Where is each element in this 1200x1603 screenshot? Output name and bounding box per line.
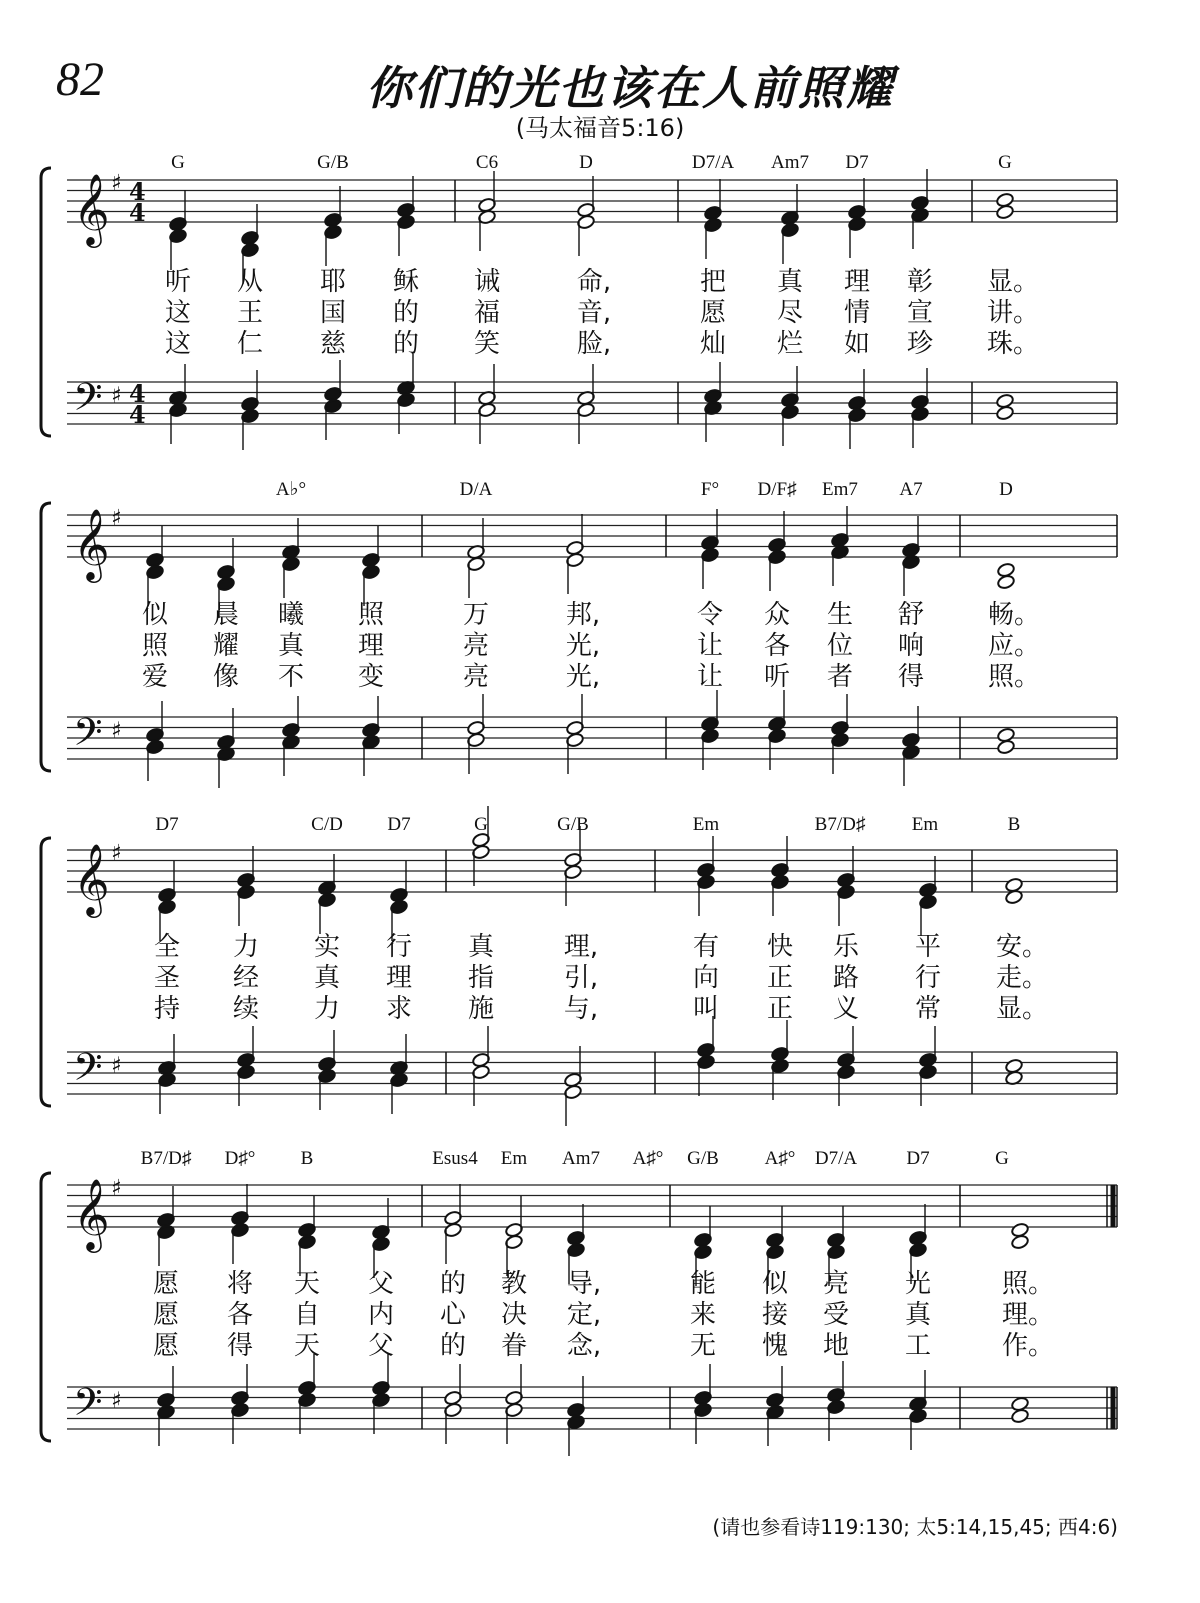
lyric-syllable: 念, [566, 1331, 602, 1361]
lyric-syllable: 真 [904, 1300, 932, 1330]
lyric-syllable: 天 [293, 1331, 321, 1361]
chord-symbol: B [300, 1148, 314, 1169]
lyric-syllable: 邦, [565, 600, 601, 630]
bass-note [1011, 1408, 1030, 1424]
lyric-syllable: 命, [576, 267, 612, 297]
chord-symbol: Em [500, 1148, 528, 1169]
lyric-syllable: 愿 [152, 1331, 180, 1361]
footer-references: (请也参看诗119:130; 太5:14,15,45; 西4:6) [712, 1515, 1118, 1539]
system-3 [41, 806, 1117, 1126]
lyric-syllable: 与, [563, 994, 599, 1024]
system-bracket [41, 168, 51, 436]
lyric-syllable: 向 [692, 963, 720, 993]
lyric-syllable: 无 [689, 1331, 717, 1361]
lyric-syllable: 爱 [141, 662, 169, 692]
lyric-syllable: 得 [226, 1331, 254, 1361]
chord-symbol: D♯° [224, 1148, 256, 1169]
lyric-syllable: 把 [699, 267, 727, 297]
system-4 [41, 1148, 1117, 1456]
chord-symbol: G/B [687, 1148, 719, 1169]
lyric-syllable: 得 [897, 662, 925, 692]
lyric-syllable: 不 [277, 662, 305, 692]
treble-clef-icon: 𝄞 [73, 1177, 110, 1250]
key-sharp-icon: ♯ [111, 171, 122, 196]
lyric-syllable: 变 [357, 662, 385, 692]
lyric-syllable: 叫 [692, 994, 720, 1024]
lyric-syllable: 走。 [995, 963, 1049, 993]
lyric-syllable: 如 [843, 329, 871, 359]
lyric-syllable: 力 [232, 932, 260, 962]
lyric-syllable: 指 [467, 963, 495, 993]
chord-symbol: G [995, 1148, 1009, 1169]
lyric-syllable: 施 [467, 994, 495, 1024]
lyric-syllable: 照 [357, 600, 385, 630]
chord-symbol: B7/D♯ [814, 814, 866, 835]
system-bracket [41, 503, 51, 771]
lyric-syllable: 烂 [776, 329, 804, 359]
lyric-syllable: 内 [367, 1300, 395, 1330]
treble-clef-icon: 𝄞 [73, 842, 110, 915]
lyric-syllable: 真 [467, 932, 495, 962]
lyric-syllable: 行 [385, 932, 413, 962]
lyric-syllable: 诫 [473, 267, 501, 297]
lyric-syllable: 圣 [153, 963, 181, 993]
lyric-syllable: 父 [367, 1331, 395, 1361]
lyric-syllable: 听 [164, 267, 192, 297]
lyric-syllable: 真 [277, 631, 305, 661]
lyric-syllable: 福 [473, 298, 501, 328]
lyric-syllable: 受 [822, 1300, 850, 1330]
lyric-syllable: 亮 [462, 631, 490, 661]
lyric-syllable: 愿 [152, 1300, 180, 1330]
chord-symbol: Em [692, 814, 720, 835]
lyric-syllable: 全 [153, 932, 181, 962]
key-sharp-icon: ♯ [111, 718, 122, 744]
lyric-syllable: 生 [826, 600, 854, 630]
system-1 [41, 152, 1117, 450]
lyric-syllable: 快 [766, 932, 794, 962]
chord-symbol: D [999, 479, 1013, 500]
lyric-syllable: 的 [392, 329, 420, 359]
lyric-syllable: 珍 [906, 329, 934, 359]
lyric-syllable: 笑 [473, 329, 501, 359]
key-sharp-icon: ♯ [111, 383, 122, 409]
lyric-syllable: 音, [576, 298, 612, 328]
lyric-syllable: 理 [357, 631, 385, 661]
lyric-syllable: 力 [313, 994, 341, 1024]
lyric-syllable: 行 [914, 963, 942, 993]
chord-symbol: A♯° [632, 1148, 664, 1169]
lyric-syllable: 晨 [212, 600, 240, 630]
lyric-syllable: 路 [832, 963, 860, 993]
time-signature-bottom: 4 [129, 400, 146, 429]
lyric-syllable: 像 [212, 662, 240, 692]
treble-clef-icon: 𝄞 [73, 172, 110, 245]
time-signature-top: 4 [129, 177, 146, 206]
lyric-syllable: 从 [236, 267, 264, 297]
key-sharp-icon: ♯ [111, 1388, 122, 1414]
chord-symbol: G [474, 814, 488, 835]
lyric-syllable: 求 [385, 994, 413, 1024]
lyric-syllable: 愿 [152, 1269, 180, 1299]
hymn-title-text: 你们的光也该在人前照耀 [366, 61, 894, 115]
chord-symbol: D7/A [691, 152, 735, 173]
lyric-syllable: 舒 [897, 600, 925, 630]
lyric-syllable: 续 [232, 994, 260, 1024]
chord-symbol: Am7 [562, 1148, 600, 1169]
lyric-syllable: 常 [914, 994, 942, 1024]
treble-staff [67, 1176, 1117, 1253]
lyric-syllable: 乐 [832, 932, 860, 962]
chord-symbol: A♯° [764, 1148, 796, 1169]
lyric-syllable: 万 [462, 600, 490, 630]
treble-note [1011, 1234, 1030, 1250]
lyric-syllable: 这 [164, 329, 192, 359]
lyric-syllable: 父 [367, 1269, 395, 1299]
lyric-syllable: 耀 [212, 631, 240, 661]
lyric-syllable: 心 [439, 1300, 467, 1330]
lyric-syllable: 工 [904, 1331, 932, 1361]
chord-symbol: G [998, 152, 1012, 173]
lyric-syllable: 畅。 [987, 600, 1041, 630]
chord-symbol: G/B [557, 814, 589, 835]
lyric-syllable: 光, [565, 662, 601, 692]
lyric-syllable: 接 [761, 1300, 789, 1330]
lyric-syllable: 安。 [995, 932, 1049, 962]
lyric-syllable: 能 [689, 1269, 717, 1299]
key-sharp-icon: ♯ [111, 1176, 122, 1201]
lyric-syllable: 尽 [776, 298, 804, 328]
bass-clef-icon: 𝄢 [73, 1379, 103, 1434]
lyric-syllable: 教 [500, 1269, 528, 1299]
scripture-reference: (马太福音5:16) [515, 114, 685, 142]
lyric-syllable: 听 [763, 662, 791, 692]
chord-symbol: D7 [845, 152, 869, 173]
lyric-syllable: 响 [897, 631, 925, 661]
chord-symbol: C6 [475, 152, 499, 173]
lyric-syllable: 让 [696, 662, 724, 692]
key-sharp-icon: ♯ [111, 1053, 122, 1079]
lyric-syllable: 理。 [1001, 1300, 1055, 1330]
lyric-syllable: 导, [566, 1269, 602, 1299]
lyric-syllable: 自 [293, 1300, 321, 1330]
lyric-syllable: 作。 [1001, 1331, 1055, 1361]
lyric-syllable: 脸, [576, 329, 612, 359]
key-sharp-icon: ♯ [111, 506, 122, 531]
lyric-syllable: 各 [226, 1300, 254, 1330]
lyric-syllable: 讲。 [986, 298, 1040, 328]
chord-symbol: G/B [317, 152, 349, 173]
lyric-syllable: 持 [153, 994, 181, 1024]
lyric-syllable: 令 [696, 600, 724, 630]
lyric-syllable: 实 [313, 932, 341, 962]
lyric-syllable: 众 [763, 600, 791, 630]
lyric-syllable: 让 [696, 631, 724, 661]
lyric-syllable: 决 [500, 1300, 528, 1330]
lyric-syllable: 理 [843, 267, 871, 297]
lyric-syllable: 显。 [986, 267, 1040, 297]
bass-clef-icon: 𝄢 [73, 374, 103, 429]
time-signature-top: 4 [129, 379, 146, 408]
bass-note [997, 739, 1016, 755]
lyric-syllable: 似 [761, 1269, 789, 1299]
chord-symbol: D7 [387, 814, 411, 835]
lyric-syllable: 稣 [392, 267, 420, 297]
lyric-syllable: 天 [293, 1269, 321, 1299]
chord-symbol: Em [911, 814, 939, 835]
lyric-syllable: 义 [832, 994, 860, 1024]
time-signature-bottom: 4 [129, 198, 146, 227]
lyric-syllable: 亮 [822, 1269, 850, 1299]
lyric-syllable: 平 [914, 932, 942, 962]
lyric-syllable: 者 [826, 662, 854, 692]
system-bracket [41, 838, 51, 1106]
lyric-syllable: 经 [232, 963, 260, 993]
treble-note [997, 574, 1016, 590]
treble-clef-icon: 𝄞 [73, 507, 110, 580]
lyric-syllable: 宣 [906, 298, 934, 328]
lyric-syllable: 王 [236, 298, 264, 328]
chord-symbol: B [1007, 814, 1021, 835]
chord-symbol: A7 [899, 479, 923, 500]
lyric-syllable: 显。 [995, 994, 1049, 1024]
lyric-syllable: 照。 [1001, 1269, 1055, 1299]
lyric-syllable: 仁 [236, 329, 264, 359]
chord-symbol: B7/D♯ [140, 1148, 192, 1169]
lyric-syllable: 真 [776, 267, 804, 297]
lyric-syllable: 光, [565, 631, 601, 661]
lyric-syllable: 愧 [761, 1331, 789, 1361]
lyric-syllable: 彰 [906, 267, 934, 297]
lyric-syllable: 真 [313, 963, 341, 993]
lyric-syllable: 定, [566, 1300, 602, 1330]
chord-symbol: G [171, 152, 185, 173]
bass-note [996, 405, 1015, 421]
lyric-syllable: 曦 [277, 600, 305, 630]
lyric-syllable: 照 [141, 631, 169, 661]
bass-staff [67, 1045, 1117, 1099]
lyric-syllable: 各 [763, 631, 791, 661]
lyric-syllable: 位 [826, 631, 854, 661]
key-sharp-icon: ♯ [111, 841, 122, 866]
system-2 [41, 479, 1117, 788]
bass-clef-icon: 𝄢 [73, 1044, 103, 1099]
lyric-syllable: 国 [319, 298, 347, 328]
chord-symbol: D [579, 152, 593, 173]
lyric-syllable: 照。 [987, 662, 1041, 692]
lyric-syllable: 理 [385, 963, 413, 993]
lyric-syllable: 情 [843, 298, 871, 328]
lyric-syllable: 正 [766, 963, 794, 993]
lyric-syllable: 光 [904, 1269, 932, 1299]
lyric-syllable: 愿 [699, 298, 727, 328]
chord-symbol: D/F♯ [757, 479, 797, 500]
chord-symbol: D7 [906, 1148, 930, 1169]
lyric-syllable: 慈 [319, 329, 347, 359]
lyric-syllable: 的 [439, 1331, 467, 1361]
lyric-syllable: 亮 [462, 662, 490, 692]
lyric-syllable: 来 [689, 1300, 717, 1330]
bass-clef-icon: 𝄢 [73, 709, 103, 764]
lyric-syllable: 地 [822, 1331, 850, 1361]
chord-symbol: F° [700, 479, 720, 500]
lyric-syllable: 有 [692, 932, 720, 962]
chord-symbol: Am7 [771, 152, 809, 173]
lyric-syllable: 珠。 [986, 329, 1040, 359]
system-bracket [41, 1173, 51, 1441]
lyric-syllable: 的 [392, 298, 420, 328]
chord-symbol: C/D [311, 814, 343, 835]
lyric-syllable: 应。 [987, 631, 1041, 661]
hymn-number: 82 [56, 53, 104, 106]
lyric-syllable: 耶 [319, 267, 347, 297]
lyric-syllable: 引, [563, 963, 599, 993]
lyric-syllable: 的 [439, 1269, 467, 1299]
chord-symbol: Em7 [822, 479, 858, 500]
lyric-syllable: 灿 [699, 329, 727, 359]
chord-symbol: Esus4 [432, 1148, 478, 1169]
chord-symbol: D/A [459, 479, 493, 500]
lyric-syllable: 正 [766, 994, 794, 1024]
bass-staff [67, 1380, 1117, 1434]
chord-symbol: A♭° [275, 479, 307, 500]
treble-staff [67, 841, 1117, 918]
lyric-syllable: 将 [226, 1269, 254, 1299]
lyric-syllable: 似 [141, 600, 169, 630]
lyric-syllable: 眷 [500, 1331, 528, 1361]
lyric-syllable: 理, [563, 932, 599, 962]
chord-symbol: D7/A [814, 1148, 858, 1169]
chord-symbol: D7 [155, 814, 179, 835]
lyric-syllable: 这 [164, 298, 192, 328]
treble-note [996, 204, 1015, 220]
